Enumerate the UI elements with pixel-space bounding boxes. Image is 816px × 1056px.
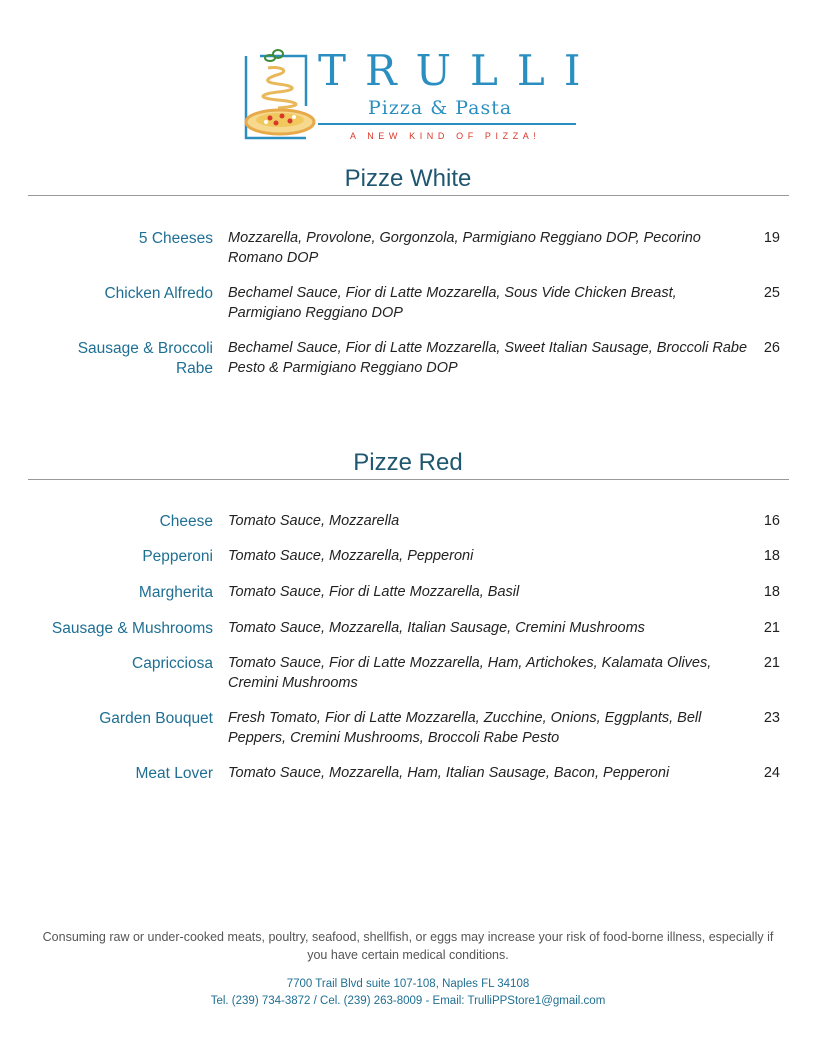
menu-item-description: Bechamel Sauce, Fior di Latte Mozzarella, Sous Vide Chicken Breast, Parmigiano Reggiano DOP [228,285,677,321]
menu-item-price: 21 [763,655,780,671]
section-title-pizze-white: Pizze White [344,165,472,192]
section-divider [28,479,789,480]
menu-item-name: Margherita [138,584,213,601]
menu-item-name: 5 Cheeses [138,230,213,247]
menu-item-price: 16 [763,513,780,529]
menu-item-name: Sausage & Mushrooms [51,620,213,637]
menu-item-price: 19 [763,230,780,246]
logo-tagline: A NEW KIND OF PIZZA! [350,131,541,141]
menu-item-description: Bechamel Sauce, Fior di Latte Mozzarella, Sweet Italian Sausage, Broccoli Rabe Pesto & Parmigiano Reggiano DOP [228,340,748,376]
menu-item-description: Tomato Sauce, Fior di Latte Mozzarella, Basil [228,584,520,600]
menu-item-name: Pepperoni [142,548,213,565]
menu-item-description: Tomato Sauce, Mozzarella, Pepperoni [228,548,474,564]
menu-item-price: 18 [763,548,780,564]
logo-divider [318,123,576,125]
menu-item-name: Capricciosa [132,655,213,672]
menu-item-price: 24 [763,765,780,781]
restaurant-logo [238,46,600,146]
menu-item-name [13,339,213,379]
section-title-pizze-red: Pizze Red [353,449,463,476]
menu-item-description: Fresh Tomato, Fior di Latte Mozzarella, Zucchine, Onions, Eggplants, Bell Peppers, Cremini Mushrooms, Broccoli Rabe Pesto [228,710,702,746]
menu-item-name-line: Rabe [175,360,213,377]
menu-item-price: 21 [763,620,780,636]
contact-info [0,976,816,1009]
menu-item-name-line: Sausage & Broccoli [77,340,213,357]
menu-item-price: 25 [763,285,780,301]
menu-item-name: Garden Bouquet [99,710,213,727]
menu-item-description: Tomato Sauce, Mozzarella, Italian Sausage, Cremini Mushrooms [228,620,645,636]
health-disclaimer: Consuming raw or under-cooked meats, poultry, seafood, shellfish, or eggs may increase your risk of food-borne illness, especially if you have certain medical conditions. [42,930,774,962]
menu-item-price: 26 [763,340,780,356]
menu-item-name: Meat Lover [135,765,213,782]
address: 7700 Trail Blvd suite 107-108, Naples FL 34108 [286,978,530,990]
menu-item-name: Chicken Alfredo [104,285,213,302]
logo-subtitle: Pizza & Pasta [368,97,513,119]
menu-item-name: Cheese [159,513,213,530]
menu-item-description: Tomato Sauce, Fior di Latte Mozzarella, Ham, Artichokes, Kalamata Olives, Cremini Mushrooms [228,655,712,691]
phone-email: Tel. (239) 734-3872 / Cel. (239) 263-8009 - Email: TrulliPPStore1@gmail.com [210,994,606,1007]
menu-item-price: 23 [763,710,780,726]
menu-item-price: 18 [763,584,780,600]
menu-item-description: Tomato Sauce, Mozzarella, Ham, Italian Sausage, Bacon, Pepperoni [228,765,670,781]
logo-brand-name: TRULLI [318,46,600,95]
section-divider [28,195,789,196]
pizza-spiral-icon [238,46,318,146]
menu-item-description: Mozzarella, Provolone, Gorgonzola, Parmigiano Reggiano DOP, Pecorino Romano DOP [228,230,701,266]
menu-item-description: Tomato Sauce, Mozzarella [228,513,400,529]
